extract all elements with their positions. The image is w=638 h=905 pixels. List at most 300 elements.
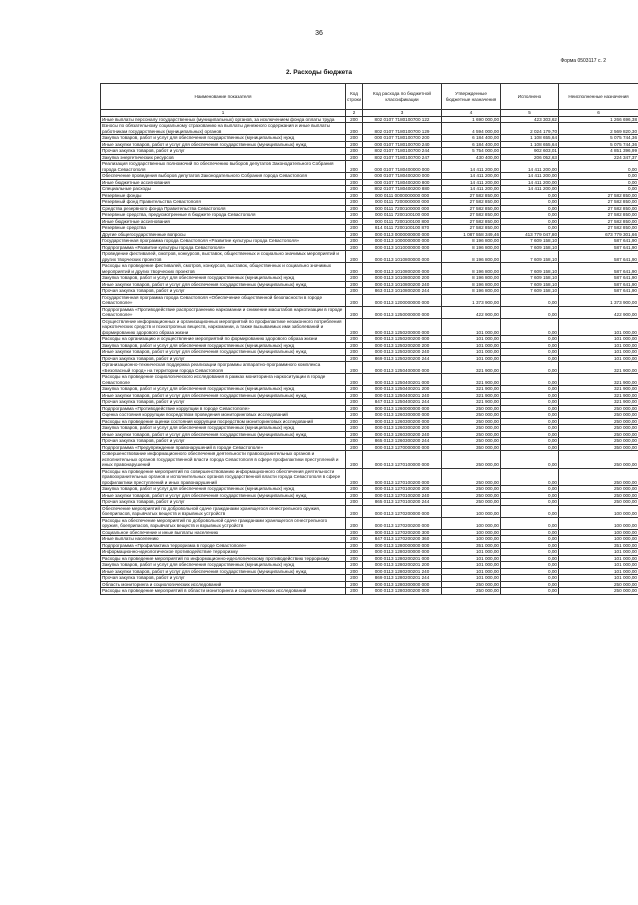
row-class-code: 000 0113 1280000000 000	[363, 542, 442, 549]
row-name: Прочая закупка товаров, работ и услуг	[101, 288, 346, 295]
row-line-code: 200	[346, 549, 363, 556]
row-name: Расходы на проведение мероприятий в области мониторинга и социологических исследований	[101, 588, 346, 595]
row-approved: 101 000,00	[442, 575, 501, 582]
row-executed: 0,00	[501, 536, 559, 543]
row-class-code: 865 0113 1270100200 244	[363, 499, 442, 506]
row-unexecuted: 0,00	[559, 173, 638, 180]
row-line-code: 200	[346, 225, 363, 232]
table-header-row	[101, 84, 638, 110]
row-class-code: 802 0107 7180400200 880	[363, 186, 442, 193]
row-executed: 0,00	[501, 336, 559, 343]
row-class-code: 000 0113 1270000000 000	[363, 444, 442, 451]
row-name: Совершенствование информационного обеспечения деятельности правоохранительных органов и исполнительных органов государственной власти города Севастополя в сфере профилактики преступлений и иных правонарушений	[101, 451, 346, 469]
row-name: Прочая закупка товаров, работ и услуг	[101, 148, 346, 155]
row-name: Область мониторинга и социологических исследований	[101, 581, 346, 588]
row-line-code: 200	[346, 238, 363, 245]
row-executed: 7 609 158,10	[501, 251, 559, 263]
row-approved: 250 000,00	[442, 486, 501, 493]
row-unexecuted: 587 641,90	[559, 244, 638, 251]
row-approved: 14 411 200,00	[442, 173, 501, 180]
row-approved: 250 000,00	[442, 438, 501, 445]
row-line-code: 200	[346, 141, 363, 148]
row-name: Закупка товаров, работ и услуг для обеспечения государственных (муниципальных) нужд	[101, 342, 346, 349]
row-approved: 14 411 200,00	[442, 179, 501, 186]
row-unexecuted: 0,00	[559, 179, 638, 186]
table-row	[101, 161, 638, 173]
table-row	[101, 362, 638, 374]
row-line-code: 200	[346, 486, 363, 493]
row-executed: 0,00	[501, 575, 559, 582]
row-class-code: 000 0113 1010800000 000	[363, 251, 442, 263]
row-name: Осуществление информационных и организационных мероприятий по профилактике незаконного потребления наркотических средств и психотропных веществ, наркомании, а также вызываемых ими заболеваний и формированию здорового образа жизни	[101, 318, 346, 336]
row-unexecuted: 250 000,00	[559, 468, 638, 486]
row-executed: 0,00	[501, 199, 559, 206]
column-number: 1	[101, 110, 346, 117]
row-executed: 7 609 158,10	[501, 244, 559, 251]
row-approved: 8 196 800,00	[442, 244, 501, 251]
row-unexecuted: 250 000,00	[559, 418, 638, 425]
row-line-code: 200	[346, 542, 363, 549]
row-unexecuted: 101 000,00	[559, 355, 638, 362]
row-executed: 2 024 179,70	[501, 123, 559, 135]
row-line-code: 200	[346, 318, 363, 336]
row-class-code: 000 0107 7180100700 200	[363, 135, 442, 142]
row-name: Резервные средства, предусмотренные в бюджете города Севастополя	[101, 212, 346, 219]
row-line-code: 200	[346, 244, 363, 251]
row-approved: 101 000,00	[442, 349, 501, 356]
row-executed: 0,00	[501, 318, 559, 336]
row-line-code: 200	[346, 386, 363, 393]
row-unexecuted: 321 900,00	[559, 399, 638, 406]
row-approved: 250 000,00	[442, 499, 501, 506]
row-name: Другие общегосударственные вопросы	[101, 231, 346, 238]
row-name: Иные закупки товаров, работ и услуг для обеспечения государственных (муниципальных) нужд	[101, 431, 346, 438]
row-unexecuted: 101 000,00	[559, 575, 638, 582]
row-approved: 351 000,00	[442, 542, 501, 549]
column-number: 3	[363, 110, 442, 117]
row-line-code: 200	[346, 399, 363, 406]
row-executed: 0,00	[501, 386, 559, 393]
row-class-code: 000 0111 7200000000 000	[363, 199, 442, 206]
row-approved: 101 000,00	[442, 555, 501, 562]
row-name: Прочая закупка товаров, работ и услуг	[101, 438, 346, 445]
row-executed: 0,00	[501, 374, 559, 386]
table-row	[101, 517, 638, 529]
row-line-code: 200	[346, 562, 363, 569]
row-unexecuted: 350 000,00	[559, 444, 638, 451]
row-name: Иные закупки товаров, работ и услуг для обеспечения государственных (муниципальных) нужд	[101, 492, 346, 499]
row-unexecuted: 587 641,90	[559, 281, 638, 288]
row-name: Иные выплаты населению	[101, 536, 346, 543]
row-executed: 902 603,01	[501, 148, 559, 155]
row-unexecuted: 100 000,00	[559, 505, 638, 517]
row-name: Подпрограмма «Развитие культуры города Севастополя»	[101, 244, 346, 251]
row-line-code: 200	[346, 492, 363, 499]
row-name: Иные закупки товаров, работ и услуг для обеспечения государственных (муниципальных) нужд	[101, 568, 346, 575]
row-executed: 0,00	[501, 212, 559, 219]
row-name: Прочая закупка товаров, работ и услуг	[101, 355, 346, 362]
row-class-code: 000 0113 1250400201 240	[363, 392, 442, 399]
row-executed: 0,00	[501, 399, 559, 406]
row-executed: 0,00	[501, 362, 559, 374]
form-code: Форма 0503117 с. 2	[560, 58, 606, 64]
row-unexecuted: 27 582 850,00	[559, 205, 638, 212]
row-name: Специальные расходы	[101, 186, 346, 193]
row-class-code: 000 0113 1250400201 200	[363, 386, 442, 393]
row-class-code: 000 0113 1250400201 000	[363, 374, 442, 386]
row-line-code: 200	[346, 154, 363, 161]
table-row	[101, 318, 638, 336]
row-name: Закупка товаров, работ и услуг для обеспечения государственных (муниципальных) нужд	[101, 562, 346, 569]
row-line-code: 200	[346, 374, 363, 386]
row-name: Обеспечение мероприятий по добровольной сдаче гражданами хранящегося огнестрельного оружия, боеприпасов, взрывчатых веществ и взрывных устройств	[101, 505, 346, 517]
row-line-code: 200	[346, 575, 363, 582]
row-approved: 8 196 800,00	[442, 275, 501, 282]
row-approved: 8 196 800,00	[442, 238, 501, 245]
row-line-code: 200	[346, 425, 363, 432]
row-line-code: 200	[346, 405, 363, 412]
row-class-code: 000 0113 1250200200 200	[363, 342, 442, 349]
column-number: 6	[559, 110, 638, 117]
row-name: Закупка энергетических ресурсов	[101, 154, 346, 161]
row-name: Обеспечение проведения выборов депутатов Законодательного Собрания города Севастополя	[101, 173, 346, 180]
row-unexecuted: 250 000,00	[559, 492, 638, 499]
row-approved: 321 900,00	[442, 362, 501, 374]
row-class-code: 814 0111 7200100100 870	[363, 225, 442, 232]
row-unexecuted: 101 000,00	[559, 318, 638, 336]
row-class-code: 000 0111 7200100100 800	[363, 218, 442, 225]
row-name: Подпрограмма «Профилактика терроризма в городе Севастополе»	[101, 542, 346, 549]
row-unexecuted: 2 569 820,30	[559, 123, 638, 135]
row-line-code: 200	[346, 218, 363, 225]
table-row	[101, 451, 638, 469]
row-executed: 0,00	[501, 306, 559, 318]
row-name: Закупка товаров, работ и услуг для обеспечения государственных (муниципальных) нужд	[101, 386, 346, 393]
row-executed: 7 609 158,10	[501, 238, 559, 245]
row-class-code: 000 0113 1270100200 240	[363, 492, 442, 499]
row-approved: 5 754 000,00	[442, 148, 501, 155]
row-name: Резервные средства	[101, 225, 346, 232]
row-class-code: 000 0113 1270200200 300	[363, 529, 442, 536]
row-approved: 250 000,00	[442, 451, 501, 469]
row-name: Иные закупки товаров, работ и услуг для обеспечения государственных (муниципальных) нужд	[101, 281, 346, 288]
row-approved: 422 900,00	[442, 306, 501, 318]
row-class-code: 000 0113 1000000000 000	[363, 238, 442, 245]
row-name: Расходы на проведение мероприятий по информационно-идеологическому противодействию терроризму	[101, 555, 346, 562]
row-line-code: 200	[346, 468, 363, 486]
row-approved: 27 582 850,00	[442, 192, 501, 199]
row-line-code: 200	[346, 116, 363, 123]
row-name: Государственная программа города Севастополя «Обеспечение общественной безопасности в городе Севастополе»	[101, 294, 346, 306]
header-class-code: Код расхода по бюджетной классификации	[363, 84, 442, 110]
row-approved: 1 087 558 349,46	[442, 231, 501, 238]
row-executed: 0,00	[501, 581, 559, 588]
row-name: Прочая закупка товаров, работ и услуг	[101, 575, 346, 582]
row-line-code: 200	[346, 294, 363, 306]
row-line-code: 200	[346, 505, 363, 517]
row-executed: 7 609 158,10	[501, 281, 559, 288]
table-row	[101, 294, 638, 306]
row-name: Расходы на проведение социологического исследования в рамках мониторинга наркоситуации в городе Севастополе	[101, 374, 346, 386]
row-approved: 250 000,00	[442, 412, 501, 419]
row-executed: 0,00	[501, 438, 559, 445]
row-line-code: 200	[346, 444, 363, 451]
row-unexecuted: 100 000,00	[559, 536, 638, 543]
row-class-code: 865 0113 1260300200 244	[363, 438, 442, 445]
section-title: 2. Расходы бюджета	[286, 69, 352, 76]
row-class-code: 000 0113 1010000000 000	[363, 244, 442, 251]
row-line-code: 200	[346, 588, 363, 595]
row-approved: 250 000,00	[442, 588, 501, 595]
row-class-code: 863 0113 1010800200 244	[363, 288, 442, 295]
row-name: Прочая закупка товаров, работ и услуг	[101, 499, 346, 506]
row-name: Расходы на проведение оценки состояния коррупции посредством мониторинговых исследований	[101, 418, 346, 425]
row-class-code: 000 0111 7200100000 000	[363, 205, 442, 212]
row-unexecuted: 587 641,90	[559, 238, 638, 245]
row-name: Средства резервного фонда Правительства Севастополя	[101, 205, 346, 212]
row-approved: 100 000,00	[442, 505, 501, 517]
row-approved: 8 196 800,00	[442, 281, 501, 288]
row-approved: 27 582 850,00	[442, 218, 501, 225]
row-class-code: 000 0113 1250400000 000	[363, 362, 442, 374]
row-approved: 101 000,00	[442, 549, 501, 556]
row-approved: 250 000,00	[442, 468, 501, 486]
table-row	[101, 505, 638, 517]
row-class-code: 000 0113 1270200200 000	[363, 517, 442, 529]
row-executed: 0,00	[501, 225, 559, 232]
row-line-code: 200	[346, 135, 363, 142]
row-executed: 0,00	[501, 505, 559, 517]
row-name: Прочая закупка товаров, работ и услуг	[101, 399, 346, 406]
row-name: Организационно-техническая поддержка реализации программы аппаратно-программного комплекса «Безопасный город» на территории города Севастополя	[101, 362, 346, 374]
row-approved: 1 690 000,00	[442, 116, 501, 123]
row-name: Социальное обеспечение и иные выплаты населению	[101, 529, 346, 536]
row-line-code: 200	[346, 451, 363, 469]
row-executed: 0,00	[501, 218, 559, 225]
row-name: Расходы на обеспечение мероприятий по добровольной сдаче гражданами хранящегося огнестрельного оружия, боеприпасов, взрывчатых веществ и взрывных устройств	[101, 517, 346, 529]
row-executed: 0,00	[501, 444, 559, 451]
row-line-code: 200	[346, 555, 363, 562]
row-executed: 0,00	[501, 499, 559, 506]
row-class-code: 000 0113 1280300000 000	[363, 581, 442, 588]
row-name: Иные закупки товаров, работ и услуг для обеспечения государственных (муниципальных) нужд	[101, 392, 346, 399]
row-approved: 8 196 800,00	[442, 251, 501, 263]
row-line-code: 200	[346, 536, 363, 543]
row-unexecuted: 422 900,00	[559, 306, 638, 318]
row-executed: 0,00	[501, 486, 559, 493]
row-approved: 250 000,00	[442, 425, 501, 432]
row-line-code: 200	[346, 179, 363, 186]
row-line-code: 200	[346, 288, 363, 295]
row-executed: 14 411 200,00	[501, 161, 559, 173]
row-line-code: 200	[346, 212, 363, 219]
row-approved: 101 000,00	[442, 342, 501, 349]
row-approved: 8 196 800,00	[442, 288, 501, 295]
row-name: Закупка товаров, работ и услуг для обеспечения государственных (муниципальных) нужд	[101, 275, 346, 282]
row-class-code: 000 0113 1200000000 000	[363, 294, 442, 306]
row-line-code: 200	[346, 186, 363, 193]
row-name: Иные закупки товаров, работ и услуг для обеспечения государственных (муниципальных) нужд	[101, 141, 346, 148]
row-line-code: 200	[346, 263, 363, 275]
row-unexecuted: 100 000,00	[559, 517, 638, 529]
row-class-code: 869 0113 1250200200 244	[363, 355, 442, 362]
row-approved: 250 000,00	[442, 431, 501, 438]
row-class-code: 000 0107 7180400200 800	[363, 179, 442, 186]
table-row	[101, 123, 638, 135]
row-class-code: 000 0113 1260000000 000	[363, 405, 442, 412]
row-unexecuted: 351 000,00	[559, 542, 638, 549]
row-name: Подпрограмма «Противодействие коррупции в городе Севастополе»	[101, 405, 346, 412]
row-unexecuted: 27 582 850,00	[559, 212, 638, 219]
row-approved: 27 582 850,00	[442, 199, 501, 206]
row-line-code: 200	[346, 336, 363, 343]
row-class-code: 000 0113 1250200000 000	[363, 318, 442, 336]
row-executed: 0,00	[501, 492, 559, 499]
row-executed: 206 052,63	[501, 154, 559, 161]
row-class-code: 802 0107 7180100700 122	[363, 116, 442, 123]
header-name: Наименование показателя	[101, 84, 346, 110]
column-number: 4	[442, 110, 501, 117]
row-approved: 101 000,00	[442, 355, 501, 362]
row-unexecuted: 250 000,00	[559, 431, 638, 438]
row-class-code: 000 0113 1270200000 000	[363, 505, 442, 517]
row-name: Расходы на организацию и осуществление мероприятий по формированию здорового образа жизни	[101, 336, 346, 343]
row-executed: 7 609 158,10	[501, 275, 559, 282]
row-unexecuted: 5 075 744,36	[559, 141, 638, 148]
row-unexecuted: 5 075 744,36	[559, 135, 638, 142]
row-approved: 1 373 900,00	[442, 294, 501, 306]
row-approved: 27 582 850,00	[442, 225, 501, 232]
row-name: Реализация государственных полномочий по обеспечению выборов депутатов Законодательного Собрания города Севастополя	[101, 161, 346, 173]
header-executed: Исполнено	[501, 84, 559, 110]
row-unexecuted: 250 000,00	[559, 412, 638, 419]
row-class-code: 802 0107 7180100700 244	[363, 148, 442, 155]
row-executed: 14 411 200,00	[501, 173, 559, 180]
row-name: Подпрограмма «Предупреждение правонарушений в городе Севастополе»	[101, 444, 346, 451]
row-executed: 0,00	[501, 549, 559, 556]
row-line-code: 200	[346, 161, 363, 173]
row-unexecuted: 0,00	[559, 161, 638, 173]
row-approved: 8 196 800,00	[442, 263, 501, 275]
row-name: Иные закупки товаров, работ и услуг для обеспечения государственных (муниципальных) нужд	[101, 349, 346, 356]
row-class-code: 000 0113 1280200000 000	[363, 549, 442, 556]
row-approved: 27 582 850,00	[442, 205, 501, 212]
row-class-code: 000 0113 0000000000 000	[363, 231, 442, 238]
row-approved: 4 594 000,00	[442, 123, 501, 135]
row-class-code: 802 0107 7180100700 129	[363, 123, 442, 135]
row-unexecuted: 587 641,90	[559, 275, 638, 282]
row-class-code: 000 0113 1270100000 000	[363, 451, 442, 469]
row-approved: 430 400,00	[442, 154, 501, 161]
row-class-code: 000 0113 1250200200 240	[363, 349, 442, 356]
row-approved: 6 184 400,00	[442, 141, 501, 148]
row-executed: 0,00	[501, 425, 559, 432]
row-unexecuted: 27 582 850,00	[559, 218, 638, 225]
row-approved: 101 000,00	[442, 336, 501, 343]
row-line-code: 200	[346, 392, 363, 399]
row-name: Закупка товаров, работ и услуг для обеспечения государственных (муниципальных) нужд	[101, 135, 346, 142]
row-executed: 413 779 047,80	[501, 231, 559, 238]
row-unexecuted: 101 000,00	[559, 549, 638, 556]
row-class-code: 000 0113 1270100200 200	[363, 486, 442, 493]
row-unexecuted: 250 000,00	[559, 499, 638, 506]
row-unexecuted: 250 000,00	[559, 438, 638, 445]
row-line-code: 200	[346, 431, 363, 438]
row-name: Расходы на проведение фестивалей, смотров, конкурсов, выставок, общественных и социально значимых мероприятий и других творческих проектов	[101, 263, 346, 275]
row-unexecuted: 1 266 696,38	[559, 116, 638, 123]
column-number: 5	[501, 110, 559, 117]
row-class-code: 000 0113 1260300000 000	[363, 412, 442, 419]
row-executed: 0,00	[501, 468, 559, 486]
table-row	[101, 251, 638, 263]
row-unexecuted: 587 641,90	[559, 263, 638, 275]
table-row	[101, 588, 638, 595]
row-unexecuted: 27 582 850,00	[559, 225, 638, 232]
row-unexecuted: 250 000,00	[559, 486, 638, 493]
row-approved: 101 000,00	[442, 568, 501, 575]
row-class-code: 000 0113 1280200201 000	[363, 555, 442, 562]
row-name: Иные выплаты персоналу государственных (муниципальных) органов, за исключением фонда оплаты труда	[101, 116, 346, 123]
row-name: Информационно-идеологическое противодействие терроризму	[101, 549, 346, 556]
row-executed: 7 609 158,10	[501, 263, 559, 275]
row-approved: 6 184 400,00	[442, 135, 501, 142]
row-name: Закупка товаров, работ и услуг для обеспечения государственных (муниципальных) нужд	[101, 486, 346, 493]
table-row	[101, 306, 638, 318]
row-executed: 423 303,62	[501, 116, 559, 123]
row-executed: 0,00	[501, 342, 559, 349]
row-class-code: 000 0111 7200100100 000	[363, 212, 442, 219]
row-class-code: 000 0113 1260300200 200	[363, 425, 442, 432]
row-executed: 0,00	[501, 542, 559, 549]
row-class-code: 847 0113 1250400201 244	[363, 399, 442, 406]
row-line-code: 200	[346, 355, 363, 362]
row-line-code: 200	[346, 306, 363, 318]
row-executed: 0,00	[501, 355, 559, 362]
row-line-code: 200	[346, 231, 363, 238]
row-class-code: 000 0113 1010800200 200	[363, 275, 442, 282]
row-name: Проведение фестивалей, смотров, конкурсов, выставок, общественных и социально значимых мероприятий и других творческих проектов	[101, 251, 346, 263]
row-executed: 0,00	[501, 192, 559, 199]
row-approved: 101 000,00	[442, 318, 501, 336]
row-class-code: 000 0107 7180100700 240	[363, 141, 442, 148]
row-class-code: 000 0113 1280200201 200	[363, 562, 442, 569]
row-executed: 0,00	[501, 418, 559, 425]
row-line-code: 200	[346, 275, 363, 282]
row-class-code: 000 0107 7180400000 000	[363, 161, 442, 173]
row-unexecuted: 673 779 301,66	[559, 231, 638, 238]
row-executed: 0,00	[501, 294, 559, 306]
row-unexecuted: 250 000,00	[559, 425, 638, 432]
row-line-code: 200	[346, 499, 363, 506]
row-name: Резервный фонд Правительства Севастополя	[101, 199, 346, 206]
row-line-code: 200	[346, 123, 363, 135]
row-unexecuted: 250 000,00	[559, 405, 638, 412]
row-line-code: 200	[346, 251, 363, 263]
row-name: Резервные фонды	[101, 192, 346, 199]
row-unexecuted: 101 000,00	[559, 568, 638, 575]
row-name: Взносы по обязательному социальному страхованию на выплаты денежного содержания и иные выплаты работникам государственных (муниципальных) органов	[101, 123, 346, 135]
row-class-code: 847 0113 1270200200 360	[363, 536, 442, 543]
row-class-code: 000 0113 1010800200 000	[363, 263, 442, 275]
table-row	[101, 374, 638, 386]
row-approved: 350 000,00	[442, 444, 501, 451]
row-approved: 14 411 200,00	[442, 186, 501, 193]
row-approved: 250 000,00	[442, 581, 501, 588]
row-approved: 250 000,00	[442, 418, 501, 425]
row-approved: 321 900,00	[442, 392, 501, 399]
row-class-code: 000 0107 7180400200 000	[363, 173, 442, 180]
row-line-code: 200	[346, 205, 363, 212]
